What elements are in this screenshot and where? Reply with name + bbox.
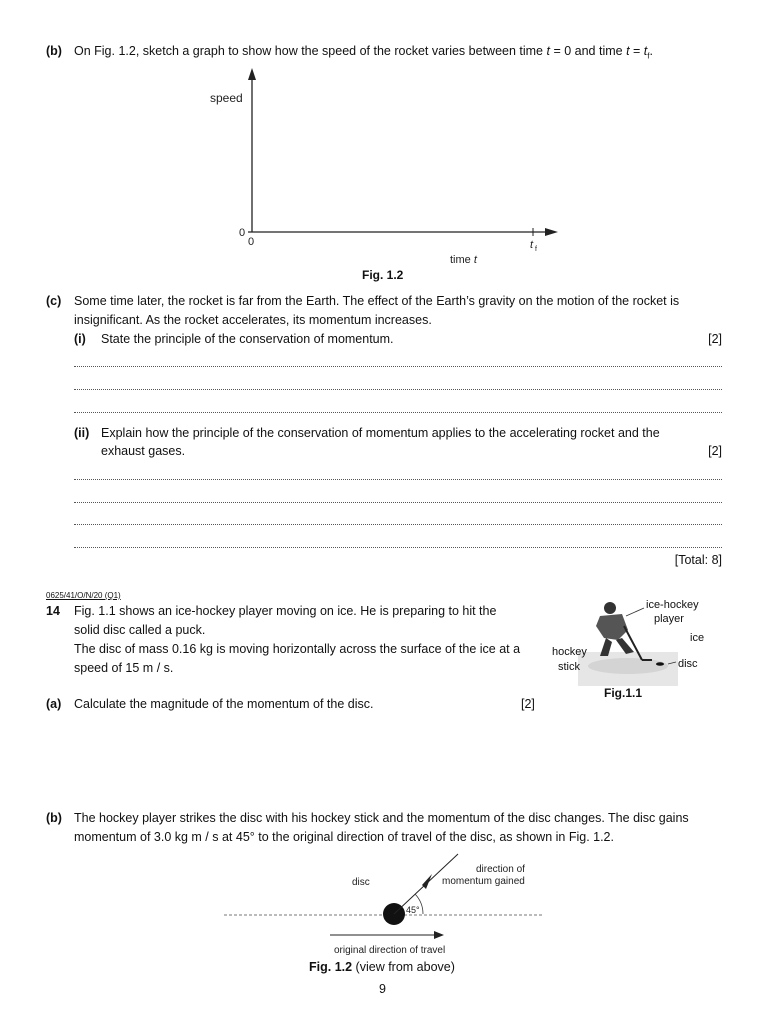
part-b-label: (b)	[46, 44, 62, 58]
x-zero-label: 0	[248, 236, 255, 248]
q14-text-line2: solid disc called a puck.	[74, 623, 206, 637]
player-body-icon	[596, 614, 628, 640]
fig-1-2b-caption: Fig. 1.2 (view from above)	[309, 960, 455, 974]
travel-arrow-icon	[434, 931, 444, 939]
page-number: 9	[379, 982, 386, 996]
part-b2-text1: The hockey player strikes the disc with his hockey stick and the momentum of the disc changes. The disc gains	[74, 811, 689, 825]
x-axis-label: time t	[450, 254, 477, 266]
part-a-mark: [2]	[521, 697, 535, 711]
leader-line	[626, 608, 644, 616]
answer-line[interactable]	[74, 412, 722, 413]
part-b2-text2: momentum of 3.0 kg m / s at 45° to the original direction of travel of the disc, as shown in Fig. 1.2.	[74, 830, 614, 844]
original-direction-label: original direction of travel	[334, 945, 446, 956]
direction-label-2: momentum gained	[442, 876, 525, 887]
part-c-text-line1: Some time later, the rocket is far from the Earth. The effect of the Earth’s gravity on the motion of the rocket is	[74, 294, 680, 308]
x-axis-arrow-icon	[545, 228, 558, 236]
part-b-question: On Fig. 1.2, sketch a graph to show how the speed of the rocket varies between time t = 0 and time $t = t_f$.	[74, 44, 653, 61]
part-b2-label: (b)	[46, 811, 62, 825]
player-label-2: player	[654, 613, 684, 625]
answer-line[interactable]	[74, 389, 722, 390]
puck-icon	[656, 662, 664, 666]
fig-1-1-caption: Fig.1.1	[604, 686, 643, 700]
player-helmet-icon	[604, 602, 616, 614]
part-c-i-mark: [2]	[708, 332, 722, 346]
momentum-diagram	[220, 852, 550, 962]
answer-line[interactable]	[74, 366, 722, 367]
answer-line[interactable]	[74, 502, 722, 503]
answer-line[interactable]	[74, 524, 722, 525]
part-c-ii-text2: exhaust gases.	[101, 444, 186, 458]
q14-text-line1: Fig. 1.1 shows an ice-hockey player moving on ice. He is preparing to hit the	[74, 604, 497, 618]
part-c-ii-label: (ii)	[74, 426, 90, 440]
answer-line[interactable]	[74, 547, 722, 548]
q14-text-line4: speed of 15 m / s.	[74, 661, 174, 675]
total-marks: [Total: 8]	[674, 553, 722, 567]
part-a-text: Calculate the magnitude of the momentum of the disc.	[74, 697, 374, 711]
direction-label-1: direction of	[476, 864, 525, 875]
speed-time-graph[interactable]	[200, 62, 580, 272]
question-number: 14	[46, 604, 60, 618]
fig-1-2-caption: Fig. 1.2	[362, 268, 404, 282]
disc-label: disc	[352, 877, 370, 888]
y-axis-arrow-icon	[248, 68, 256, 80]
ice-hockey-figure	[548, 594, 718, 694]
part-c-ii-text1: Explain how the principle of the conservation of momentum applies to the accelerating rocket and the	[101, 426, 660, 440]
part-c-label: (c)	[46, 294, 62, 308]
part-c-ii-mark: [2]	[708, 444, 722, 458]
part-c-text-line2: insignificant. As the rocket accelerates, its momentum increases.	[74, 313, 432, 327]
player-label-1: ice-hockey	[646, 599, 699, 611]
y-axis-label: speed	[210, 91, 243, 105]
stick-label-2: stick	[558, 661, 580, 673]
stick-label-1: hockey	[552, 646, 587, 658]
angle-label: 45°	[406, 905, 420, 915]
disc-label: disc	[678, 658, 698, 670]
answer-line[interactable]	[74, 479, 722, 480]
part-c-i-label: (i)	[74, 332, 86, 346]
ice-shadow	[588, 658, 668, 674]
y-zero-label: 0	[239, 227, 246, 239]
question-reference: 0625/41/O/N/20 (Q1)	[46, 591, 121, 600]
tf-subscript: f	[535, 246, 537, 253]
q14-text-line3: The disc of mass 0.16 kg is moving horizontally across the surface of the ice at a	[74, 642, 521, 656]
ice-label: ice	[690, 632, 705, 644]
part-a-label: (a)	[46, 697, 62, 711]
part-c-i-text: State the principle of the conservation of momentum.	[101, 332, 394, 346]
tf-label: t	[530, 239, 534, 251]
